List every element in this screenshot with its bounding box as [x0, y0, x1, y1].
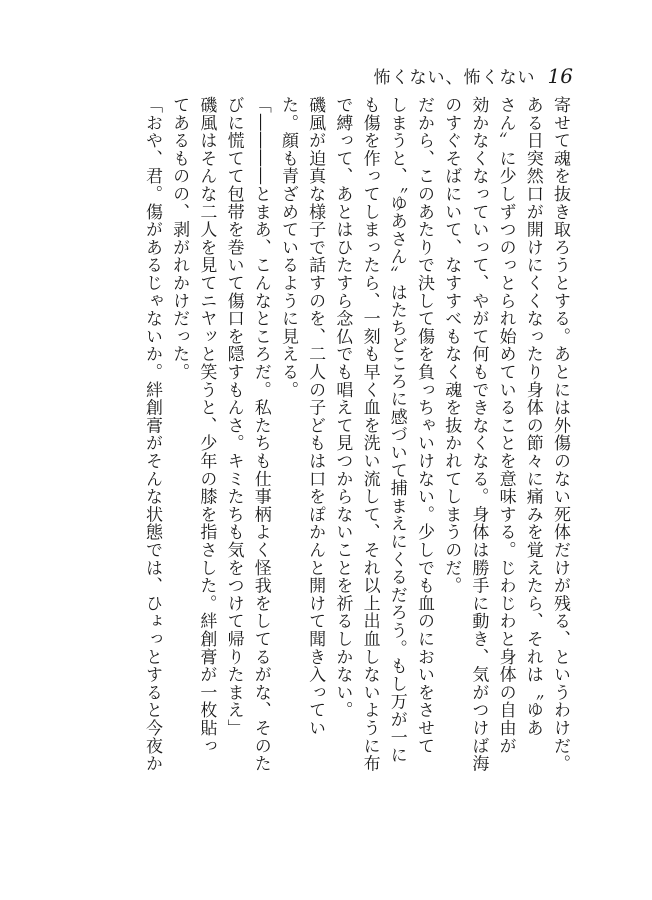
text-line: も傷を作ってしまったら、一刻も早く血を洗い流して、それ以上出血しないように布 — [359, 96, 380, 773]
text-line: てあるものの、剥がれかけだった。 — [169, 96, 190, 381]
vertical-body-text — [73, 96, 573, 848]
text-line: 磯風が迫真な様子で話すのを、二人の子どもは口をぽかんと開けて聞き入ってい — [305, 96, 326, 737]
page-number: 16 — [547, 64, 573, 88]
text-line: びに慌てて包帯を巻いて傷口を隠すもんさ。キミたちも気をつけて帰りたまえ」 — [223, 96, 244, 737]
text-line: 寄せて魂を抜き取ろうとする。あとには外傷のない死体だけが残る、というわけだ。 — [550, 96, 570, 773]
text-line: 「――――とまあ、こんなところだ。私たちも仕事柄よく怪我をしてるがな、そのた — [250, 96, 271, 773]
running-head — [374, 63, 573, 88]
chapter-title: 怖くない、怖くない — [373, 68, 536, 88]
text-line: 効かなくなっていって、やがて何もできなくなる。身体は勝手に動き、気がつけば海 — [468, 96, 489, 773]
text-line: さん〟に少しずつのっとられ始めていることを意味する。じわじわと身体の自由が — [495, 96, 516, 755]
text-line: た。顔も青ざめているように見える。 — [277, 96, 298, 399]
text-line: だから、このあたりで決して傷を負っちゃいけない。少しでも血のにおいをさせて — [413, 96, 434, 755]
text-line: 磯風はそんな二人を見てニヤッと笑うと、少年の膝を指さした。絆創膏が一枚貼っ — [196, 96, 217, 755]
text-line: で縛って、あとはひたすら念仏でも唱えて見つからないことを祈るしかない。 — [332, 96, 353, 719]
text-line: のすぐそばにいて、なすすべもなく魂を抜かれてしまうのだ。 — [441, 96, 462, 595]
text-line: ある日突然口が開けにくくなったり身体の節々に痛みを覚えたら、それは〝ゆあ — [522, 96, 543, 737]
text-line: 「おや、君。傷があるじゃないか。絆創膏がそんな状態では、ひょっとすると今夜か — [141, 96, 162, 773]
text-line: しまうと、〝ゆあさん〟はたちどころに感づいて捕まえにくるだろう。もし万が一に — [386, 96, 407, 764]
